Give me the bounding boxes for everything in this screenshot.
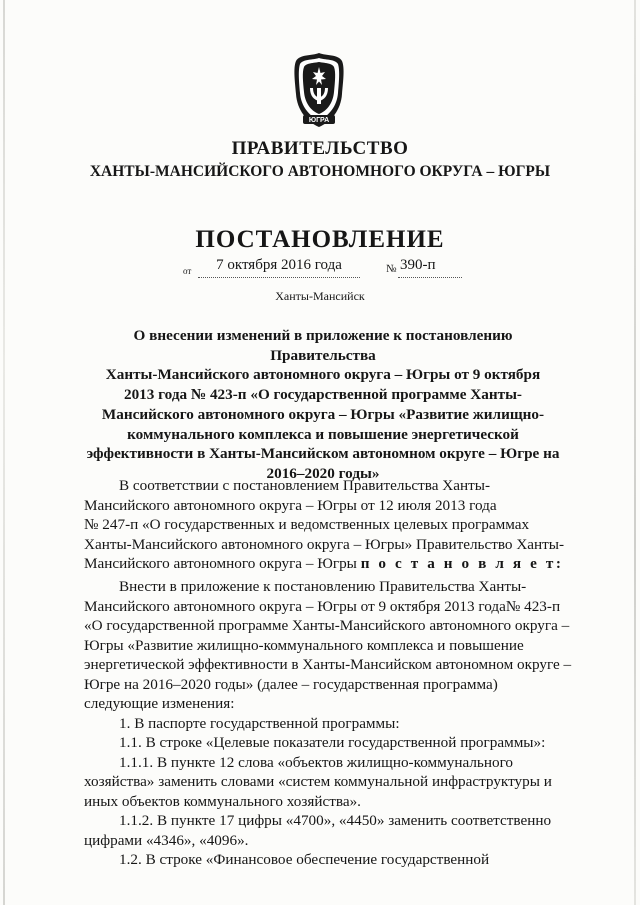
scan-edge-right: [634, 0, 636, 905]
subject-heading: [84, 326, 562, 484]
coat-of-arms-icon: [293, 52, 345, 128]
scan-edge-left: [3, 0, 5, 905]
subject-line: коммунального комплекса и повышение энергетической: [127, 425, 519, 443]
body-line: «О государственной программе Ханты-Мансийского автономного округа –: [84, 617, 570, 634]
decree-word: п о с т а н о в л я е т:: [360, 555, 564, 572]
coat-of-arms-emblem: [293, 52, 345, 128]
date-underline: [198, 277, 360, 278]
body-line: следующие изменения:: [84, 695, 235, 712]
org-region-title: ХАНТЫ-МАНСИЙСКОГО АВТОНОМНОГО ОКРУГА – ЮГРЫ: [89, 163, 551, 180]
list-item: 1.1. В строке «Целевые показатели государственной программы»:: [119, 734, 546, 751]
list-item: 1.1.1. В пункте 12 слова «объектов жилищно-коммунального: [119, 753, 514, 771]
preamble-paragraph: [84, 476, 572, 574]
document-number: 390-п: [400, 257, 436, 273]
main-paragraphs: [84, 577, 572, 870]
issuing-city: Ханты-Мансийск: [275, 289, 365, 303]
number-underline: [398, 277, 462, 278]
list-item: 1.1.2. В пункте 17 цифры «4700», «4450» заменить соответственно: [119, 812, 552, 829]
subject-line: Ханты-Мансийского автономного округа – Югры от 9 октября: [105, 366, 541, 384]
body-line: Внести в приложение к постановлению Правительства Ханты-: [119, 578, 527, 595]
subject-line: 2016–2020 годы»: [266, 464, 380, 482]
date-number-row: [0, 257, 640, 281]
preamble-line: [84, 554, 572, 574]
subject-line: О внесении изменений в приложение к постановлению Правительства: [133, 327, 513, 364]
body-line: цифрами «4346», «4096».: [84, 831, 249, 849]
document-type-title: ПОСТАНОВЛЕНИЕ: [195, 226, 445, 253]
body-line: хозяйства» заменить словами «систем коммунальной инфраструктуры и: [84, 773, 552, 790]
preamble-line: В соответствии с постановлением Правительства Ханты-: [119, 477, 491, 494]
document-date: 7 октября 2016 года: [216, 257, 342, 273]
preamble-line: Ханты-Мансийского автономного округа – Югры» Правительство Ханты-: [84, 535, 565, 553]
org-title: ПРАВИТЕЛЬСТВО: [231, 138, 409, 159]
list-item: 1.2. В строке «Финансовое обеспечение государственной: [119, 851, 490, 868]
body-line: Югры «Развитие жилищно-коммунального комплекса и повышение: [84, 636, 524, 654]
preamble-line: № 247-п «О государственных и ведомственных целевых программах: [84, 516, 530, 533]
preamble-line: Мансийского автономного округа – Югры от 12 июля 2013 года: [84, 496, 497, 514]
subject-line: 2013 года № 423-п «О государственной программе Ханты-: [123, 386, 522, 404]
preamble-last-text: Мансийского автономного округа – Югры: [84, 555, 357, 572]
number-label: №: [386, 263, 397, 275]
body-line: Мансийского автономного округа – Югры от 9 октября 2013 года№ 423-п: [84, 597, 561, 615]
body-line: Югре на 2016–2020 годы» (далее – государственная программа): [84, 675, 498, 693]
subject-line: Мансийского автономного округа – Югры «Развитие жилищно-: [101, 405, 545, 423]
emblem-label: ЮГРА: [308, 117, 330, 124]
date-from-label: от: [183, 266, 192, 276]
body-line: иных объектов коммунального хозяйства».: [84, 792, 361, 810]
subject-line: эффективности в Ханты-Мансийском автономном округе – Югре на: [86, 445, 560, 463]
list-item: 1. В паспорте государственной программы:: [119, 714, 400, 732]
body-line: энергетической эффективности в Ханты-Мансийском автономном округе –: [84, 656, 572, 673]
